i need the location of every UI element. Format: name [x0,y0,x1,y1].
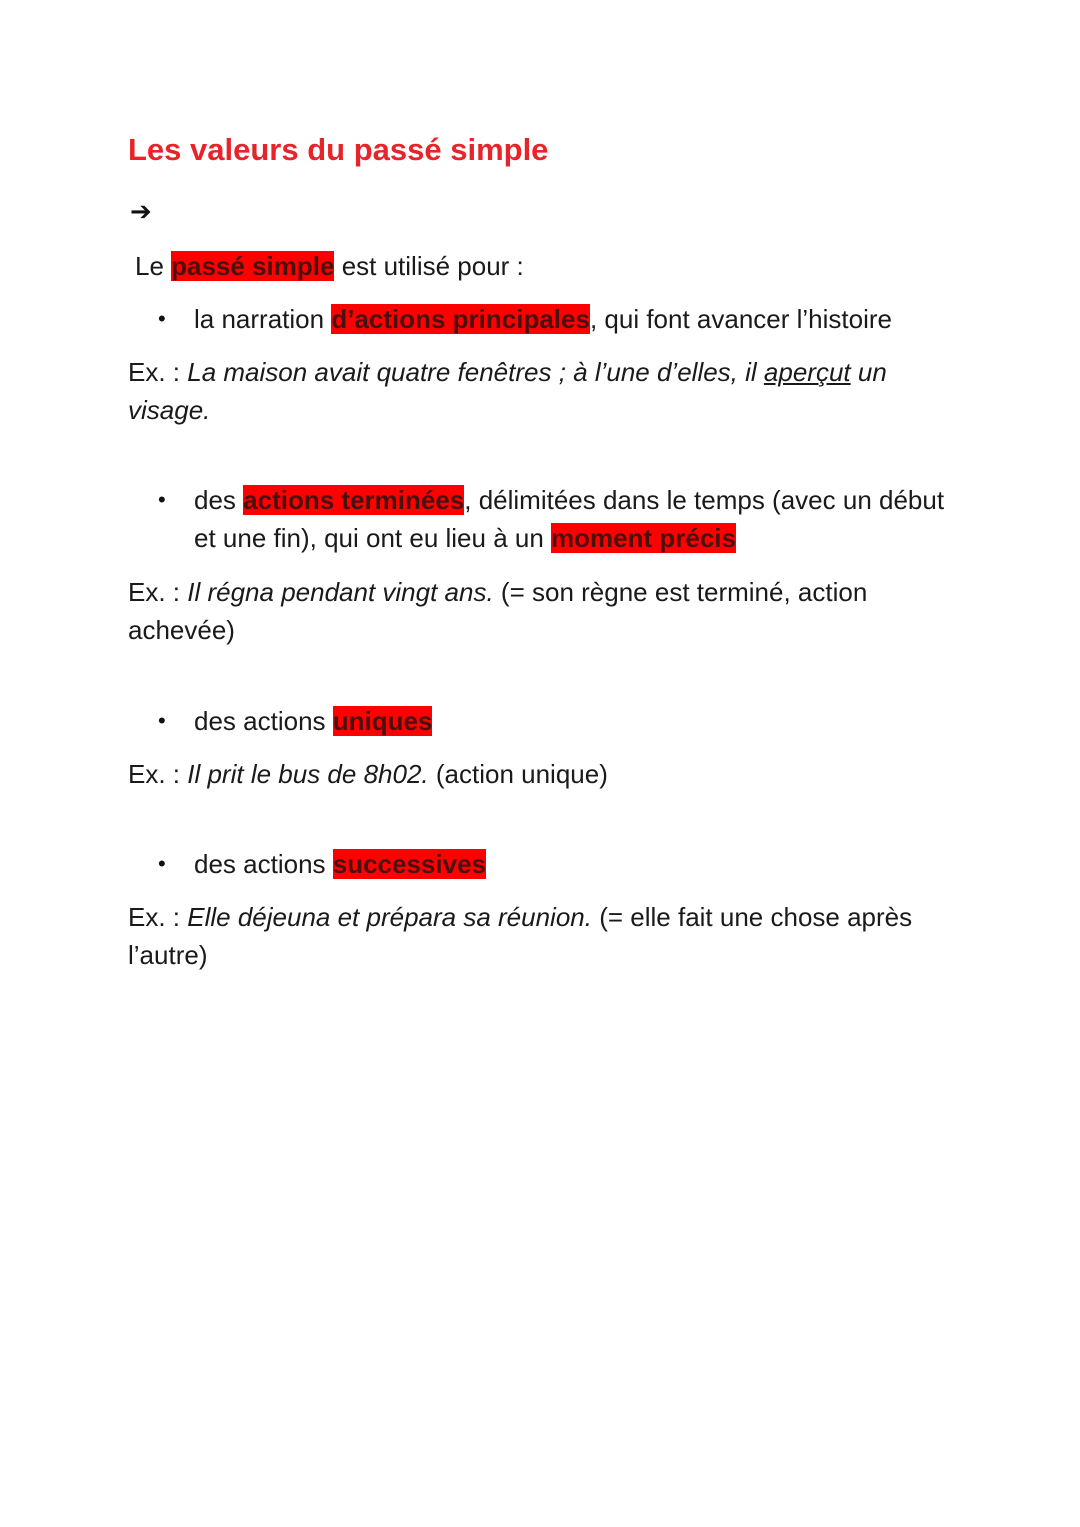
example-3-label: Ex. : [128,759,188,789]
example-1-label: Ex. : [128,357,188,387]
bullet-1-highlight: d’actions principales [331,304,590,334]
example-1-text-b: un [850,357,887,387]
example-4-italic: Elle déjeuna et prépara sa réunion. [187,902,592,932]
intro-highlight: passé simple [171,251,335,281]
bullet-item-2-line-2 [194,519,736,557]
example-2-rest: (= son règne est terminé, action [493,577,868,607]
example-3-line-1 [128,755,608,793]
example-3-italic: Il prit le bus de 8h02. [187,759,429,789]
bullet-4-highlight: successives [332,849,486,879]
example-2-line-1 [128,573,867,611]
bullet-marker: • [158,851,166,876]
bullet-2-prefix: des [194,485,244,515]
bullet-3-prefix: des actions [194,706,333,736]
bullet-2-highlight: actions terminées [243,485,465,515]
example-3-rest: (action unique) [428,759,608,789]
example-2-italic: Il régna pendant vingt ans. [187,577,494,607]
bullet-1-suffix: , qui font avancer l’histoire [589,304,892,334]
bullet-item-4 [194,845,486,883]
example-1-text-a: La maison avait quatre fenêtres ; à l’une d’elles, il [187,357,764,387]
example-2-line-2: achevée) [128,615,235,645]
bullet-marker: • [158,708,166,733]
example-2-label: Ex. : [128,577,188,607]
example-1-underlined: aperçut [763,357,851,387]
bullet-marker: • [158,487,166,512]
intro-suffix: est utilisé pour : [334,251,524,281]
bullet-item-1 [194,300,892,338]
example-4-line-1 [128,898,912,936]
bullet-2-suffix: , délimitées dans le temps (avec un début [464,485,945,515]
example-1-line-1 [128,353,887,391]
bullet-4-prefix: des actions [194,849,333,879]
bullet-3-highlight: uniques [332,706,433,736]
example-4-line-2: l’autre) [128,940,208,970]
bullet-item-3 [194,702,432,740]
intro-line [135,247,524,285]
example-1-line-2: visage. [128,395,211,425]
example-4-label: Ex. : [128,902,188,932]
arrow-right-icon: ➔ [130,196,152,226]
bullet-2-line2-highlight: moment précis [551,523,736,553]
page-title: Les valeurs du passé simple [128,132,549,167]
example-4-rest: (= elle fait une chose après [591,902,913,932]
bullet-1-prefix: la narration [194,304,332,334]
bullet-marker: • [158,306,166,331]
bullet-item-2 [194,481,944,519]
bullet-2-line2-prefix: et une fin), qui ont eu lieu à un [194,523,552,553]
intro-prefix: Le [135,251,172,281]
